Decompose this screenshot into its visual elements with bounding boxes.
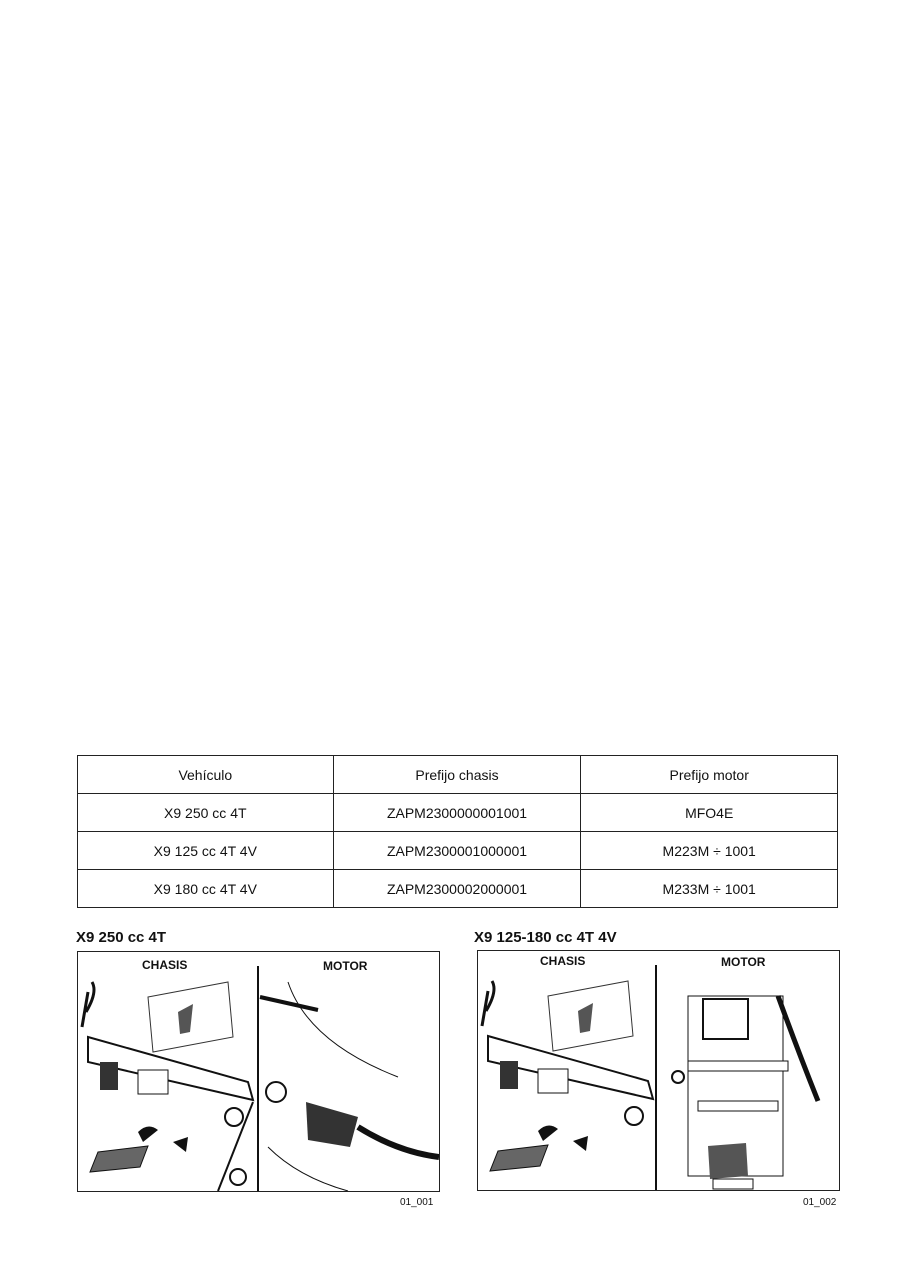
header-vehicle: Vehículo — [78, 756, 334, 794]
cell-vehicle: X9 250 cc 4T — [78, 794, 334, 832]
figure-125-180-illustration — [477, 950, 840, 1191]
chassis-engine-drawing — [78, 952, 439, 1191]
figure-title: X9 250 cc 4T — [76, 929, 167, 946]
table-header-row — [78, 756, 838, 794]
figure-250-illustration — [77, 951, 440, 1192]
cell-chassis: ZAPM2300002000001 — [333, 870, 581, 908]
figure-title: X9 125-180 cc 4T 4V — [474, 929, 617, 946]
cell-engine: MFO4E — [581, 794, 838, 832]
cell-chassis: ZAPM2300001000001 — [333, 832, 581, 870]
vehicle-prefix-table — [77, 755, 838, 908]
chassis-engine-drawing — [478, 951, 839, 1190]
cell-vehicle: X9 125 cc 4T 4V — [78, 832, 334, 870]
chassis-label: CHASIS — [540, 954, 586, 968]
figure-caption: 01_002 — [803, 1197, 837, 1208]
cell-chassis: ZAPM2300000001001 — [333, 794, 581, 832]
table-row — [78, 794, 838, 832]
table-row — [78, 870, 838, 908]
motor-label: MOTOR — [721, 955, 766, 969]
figure-caption: 01_001 — [400, 1197, 434, 1208]
table-row — [78, 832, 838, 870]
motor-label: MOTOR — [323, 959, 368, 973]
header-chassis-prefix: Prefijo chasis — [333, 756, 581, 794]
cell-engine: M233M ÷ 1001 — [581, 870, 838, 908]
header-engine-prefix: Prefijo motor — [581, 756, 838, 794]
cell-engine: M223M ÷ 1001 — [581, 832, 838, 870]
cell-vehicle: X9 180 cc 4T 4V — [78, 870, 334, 908]
chassis-label: CHASIS — [142, 958, 188, 972]
